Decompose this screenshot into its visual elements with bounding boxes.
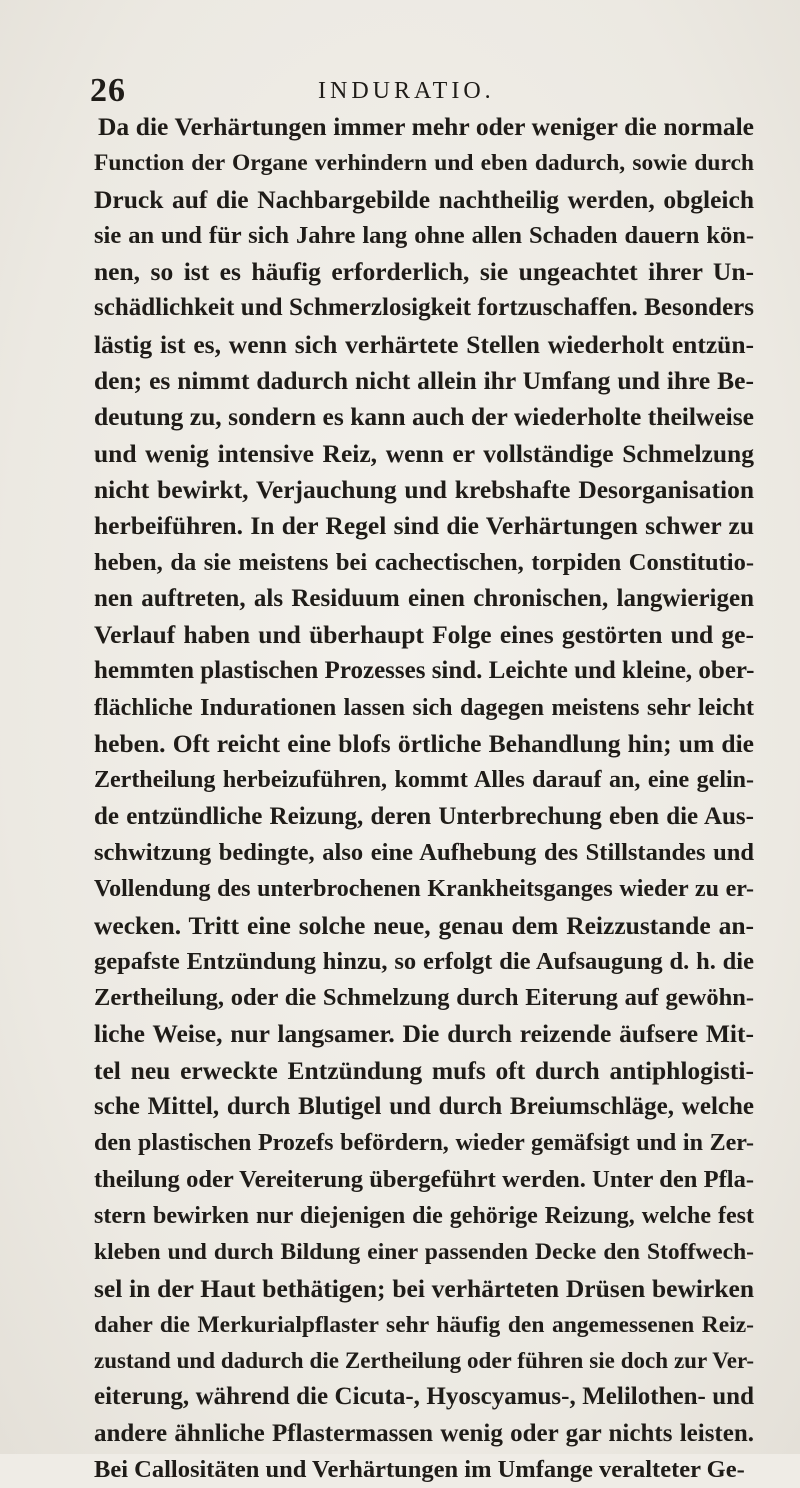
text-line: schwitzung bedingte, also eine Aufhebung des Stillstandes und [94, 838, 754, 866]
text-line: Verlauf haben und überhaupt Folge eines gestörten und ge- [94, 620, 754, 650]
text-line: kleben und durch Bildung einer passenden Decke den Stoffwech- [94, 1239, 754, 1266]
text-line: daher die Merkurialpflaster sehr häufig den angemessenen Reiz- [94, 1311, 754, 1338]
text-line: deutung zu, sondern es kann auch der wiederholte theilweise [94, 402, 754, 432]
text-line: Function der Organe verhindern und eben dadurch, sowie durch [94, 150, 754, 177]
text-line: sie an und für sich Jahre lang ohne allen Schaden dauern kön- [94, 221, 754, 249]
text-line: Vollendung des unterbrochenen Krankheitsganges wieder zu er- [94, 876, 754, 903]
text-line: Druck auf die Nachbargebilde nachtheilig werden, obgleich [94, 184, 754, 214]
text-line: zustand und dadurch die Zertheilung oder führen sie doch zur Ver- [94, 1348, 754, 1374]
text-line: und wenig intensive Reiz, wenn er vollständige Schmelzung [94, 438, 754, 468]
page-number: 26 [90, 72, 126, 109]
text-line: nen auftreten, als Residuum einen chronischen, langwierigen [94, 584, 754, 612]
text-line: eiterung, während die Cicuta-, Hyoscyamus-, Melilothen- und [94, 1383, 754, 1411]
text-line: tel neu erweckte Entzündung mufs oft durch antiphlogisti- [94, 1055, 754, 1085]
text-line: liche Weise, nur langsamer. Die durch reizende äufsere Mit- [94, 1019, 754, 1049]
text-line: nicht bewirkt, Verjauchung und krebshafte Desorganisation [94, 474, 754, 504]
text-line: Zertheilung, oder die Schmelzung durch Eiterung auf gewöhn- [94, 984, 754, 1012]
text-line: nen, so ist es häufig erforderlich, sie ungeachtet ihrer Un- [94, 257, 754, 287]
text-line: Bei Callositäten und Verhärtungen im Umfange veralteter Ge- [94, 1455, 745, 1483]
text-line: hemmten plastischen Prozesses sind. Leichte und kleine, ober- [94, 657, 755, 685]
text-line: sel in der Haut bethätigen; bei verhärteten Drüsen bewirken [94, 1273, 754, 1303]
text-line: schädlichkeit und Schmerzlosigkeit fortzuschaffen. Besonders [94, 294, 754, 322]
text-line: lästig ist es, wenn sich verhärtete Stellen wiederholt entzün- [94, 329, 754, 359]
text-line: heben, da sie meistens bei cachectischen, torpiden Constitutio- [94, 548, 754, 576]
text-line: den plastischen Prozefs befördern, wieder gemäfsigt und in Zer- [94, 1130, 754, 1157]
text-line: heben. Oft reicht eine blofs örtliche Behandlung hin; um die [94, 729, 754, 759]
text-line: andere ähnliche Pflastermassen wenig oder gar nichts leisten. [94, 1419, 754, 1447]
body-text [94, 109, 754, 1488]
text-line: herbeiführen. In der Regel sind die Verhärtungen schwer zu [94, 511, 754, 541]
text-line: Da die Verhärtungen immer mehr oder weniger die normale [98, 112, 754, 141]
text-line: den; es nimmt dadurch nicht allein ihr Umfang und ihre Be- [94, 366, 754, 396]
text-line: gepafste Entzündung hinzu, so erfolgt die Aufsaugung d. h. die [94, 947, 754, 975]
running-head: INDURATIO. [318, 78, 495, 104]
text-line: flächliche Indurationen lassen sich dagegen meistens sehr leicht [94, 694, 754, 721]
text-line: de entzündliche Reizung, deren Unterbrechung eben die Aus- [94, 802, 754, 830]
text-line: theilung oder Vereiterung übergeführt werden. Unter den Pfla- [94, 1165, 754, 1193]
text-line: sche Mittel, durch Blutigel und durch Breiumschläge, welche [94, 1093, 754, 1121]
text-line: wecken. Tritt eine solche neue, genau dem Reizzustande an- [94, 910, 754, 940]
text-line: Zertheilung herbeizuführen, kommt Alles darauf an, eine gelin- [94, 767, 754, 794]
text-line: stern bewirken nur diejenigen die gehörige Reizung, welche fest [94, 1202, 754, 1229]
